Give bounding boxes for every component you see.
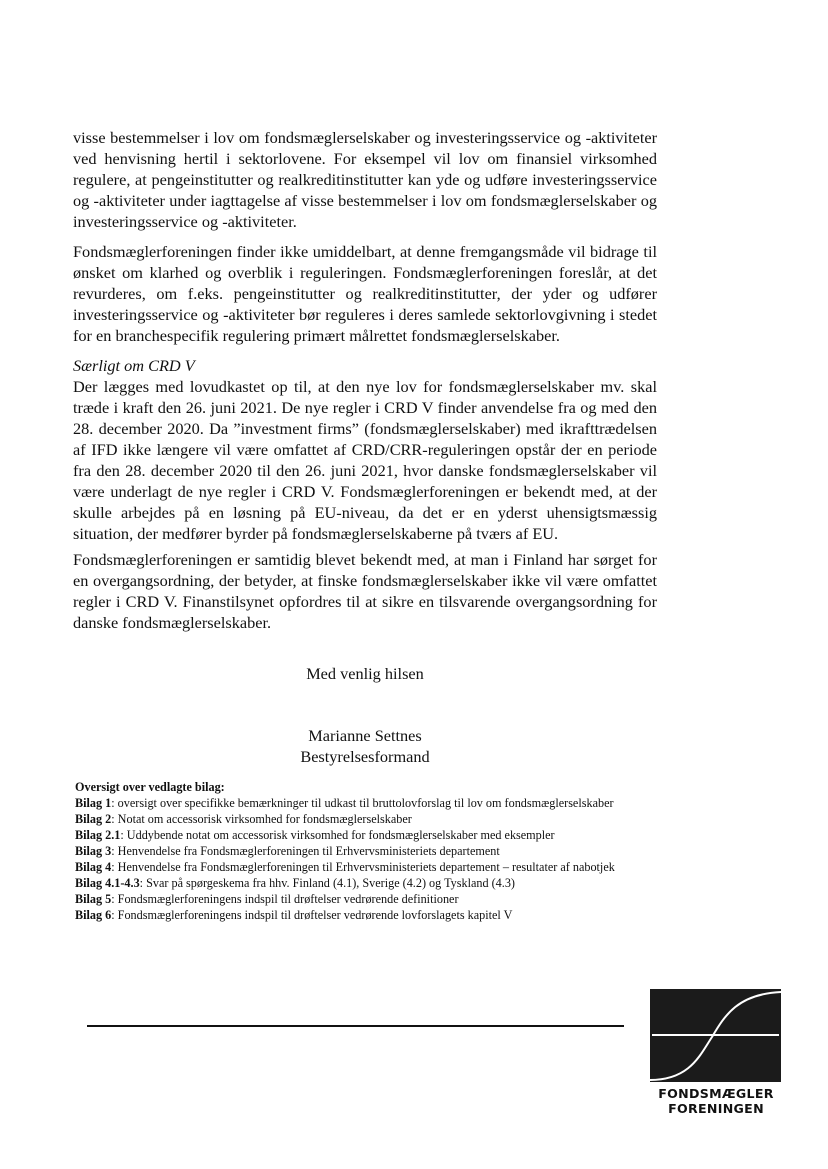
annex-item-label: Bilag 5 — [75, 892, 112, 906]
annex-item-label: Bilag 4.1-4.3 — [75, 876, 140, 890]
annex-item-text: : Svar på spørgeskema fra hhv. Finland (4.1), Sverige (4.2) og Tyskland (4.3) — [139, 876, 515, 890]
annex-item — [75, 827, 661, 843]
footer-divider — [87, 1025, 624, 1027]
section-subheading: Særligt om CRD V — [73, 356, 195, 375]
annex-item-text: : Henvendelse fra Fondsmæglerforeningen til Erhvervsministeriets departement – resultater af nabotjek — [111, 860, 615, 874]
signature-block — [73, 725, 657, 767]
annex-item-label: Bilag 2.1 — [75, 828, 121, 842]
logo-line-2: FORENINGEN — [668, 1101, 764, 1116]
stylized-s-curve-logo-icon — [650, 989, 781, 1082]
signer-title: Bestyrelsesformand — [300, 747, 430, 766]
annex-item-label: Bilag 6 — [75, 908, 112, 922]
crd-v-section — [73, 355, 657, 544]
annex-item — [75, 875, 661, 891]
body-paragraph-1 — [73, 127, 657, 232]
annex-item-label: Bilag 4 — [75, 860, 112, 874]
paragraph-text: Fondsmæglerforeningen finder ikke umiddelbart, at denne fremgangsmåde vil bidrage til ønsket om klarhed og overblik i reguleringen. Fondsmæglerforeningen foreslår, at det revurderes, om f.eks. pengeinstitutter og realkreditinstitutter, der yder og udfører investeringsservice og -aktiviteter bør reguleres i deres samlede sektorlovgivning i stedet for en branchespecifik regulering primært målrettet fondsmæglerselskaber. — [73, 242, 657, 345]
annex-item-text: : Notat om accessorisk virksomhed for fondsmæglerselskaber — [111, 812, 412, 826]
annex-item — [75, 891, 661, 907]
paragraph-text: Fondsmæglerforeningen er samtidig blevet bekendt med, at man i Finland har sørget for en overgangsordning, der betyder, at finske fondsmæglerselskaber ikke vil være omfattet regler i CRD V. Finanstilsynet opfordres til at sikre en tilsvarende overgangsordning for danske fondsmæglerselskaber. — [73, 550, 657, 632]
signer-name: Marianne Settnes — [308, 726, 422, 745]
paragraph-text: visse bestemmelser i lov om fondsmæglerselskaber og investeringsservice og -aktiviteter ved henvisning hertil i sektorlovene. For eksempel vil lov om finansiel virksomhed regulere, at pengeinstitutter og realkreditinstitutter kan yde og udføre investeringsservice og -aktiviteter under iagttagelse af visse bestemmelser i lov om fondsmæglerselskaber og investeringsservice og -aktiviteter. — [73, 128, 657, 231]
annex-list — [75, 779, 661, 923]
annex-item-text: : Fondsmæglerforeningens indspil til drøftelser vedrørende lovforslagets kapitel V — [111, 908, 513, 922]
annex-item-label: Bilag 2 — [75, 812, 112, 826]
annex-item — [75, 843, 661, 859]
logo-line-1: FONDSMÆGLER — [658, 1086, 774, 1101]
logo-wordmark — [638, 1086, 794, 1116]
body-paragraph-2 — [73, 241, 657, 346]
paragraph-text: Der lægges med lovudkastet op til, at den nye lov for fondsmæglerselskaber mv. skal træde i kraft den 26. juni 2021. De nye regler i CRD V finder anvendelse fra og med den 28. december 2020. Da ”investment firms” (fondsmæglerselskaber) med ikrafttrædelsen af IFD ikke længere vil være omfattet af CRD/CRR-reguleringen opstår der en periode fra den 28. december 2020 til den 26. juni 2021, hvor danske fondsmæglerselskaber vil være underlagt de nye regler i CRD V. Fondsmæglerforeningen er bekendt med, at der skulle arbejdes på en løsning på EU-niveau, da det er en yderst uhensigtsmæssig situation, der medfører byrder på fondsmæglerselskaberne på tværs af EU. — [73, 377, 657, 543]
annex-item — [75, 907, 661, 923]
annex-item — [75, 811, 661, 827]
annex-item-text: : Uddybende notat om accessorisk virksomhed for fondsmæglerselskaber med eksempler — [120, 828, 555, 842]
annex-item-text: : oversigt over specifikke bemærkninger til udkast til bruttolovforslag til lov om fondsmæglerselskaber — [111, 796, 614, 810]
annex-heading: Oversigt over vedlagte bilag: — [75, 780, 225, 794]
annex-item — [75, 795, 661, 811]
closing-greeting: Med venlig hilsen — [306, 664, 424, 683]
annex-item-label: Bilag 1 — [75, 796, 112, 810]
body-paragraph-4 — [73, 549, 657, 633]
annex-item-label: Bilag 3 — [75, 844, 112, 858]
annex-item-text: : Henvendelse fra Fondsmæglerforeningen til Erhvervsministeriets departement — [111, 844, 500, 858]
annex-item — [75, 859, 661, 875]
annex-item-text: : Fondsmæglerforeningens indspil til drøftelser vedrørende definitioner — [111, 892, 459, 906]
